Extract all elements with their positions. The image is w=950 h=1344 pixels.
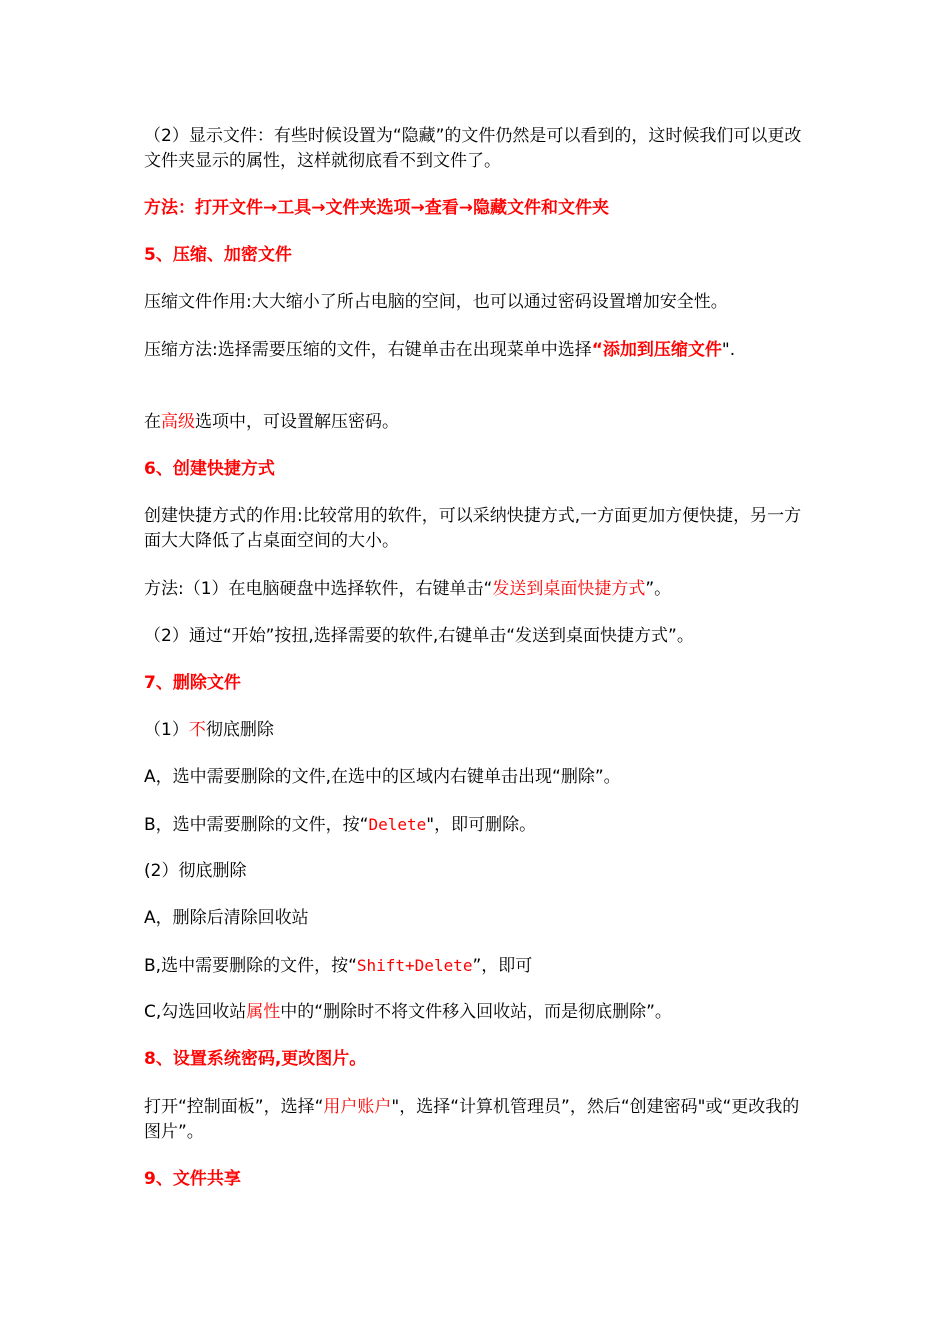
heading-text: 7、删除文件 [144, 673, 241, 693]
paragraph-shortcut-purpose [144, 504, 810, 554]
paragraph-text: ". [721, 340, 736, 360]
paragraph-text: （2）显示文件：有些时候设置为“隐藏”的文件仍然是可以看到的，这时候我们可以更改文件夹显示的属性，这样就彻底看不到文件了。 [144, 126, 802, 171]
highlight-text: “添加到压缩文件 [591, 340, 722, 360]
heading-delete-files [144, 671, 810, 696]
paragraph-text: （2）通过“开始”按扭,选择需要的软件,右键单击“发送到桌面快捷方式”。 [144, 626, 694, 646]
heading-compress-encrypt [144, 243, 810, 268]
highlight-text: Shift+Delete [356, 956, 473, 975]
paragraph-text: ”，即可 [472, 956, 533, 976]
paragraph-text: C,勾选回收站 [144, 1002, 247, 1022]
highlight-text: 属性 [246, 1002, 281, 1022]
highlight-text: 用户账户 [323, 1097, 392, 1117]
heading-text: 5、压缩、加密文件 [144, 245, 292, 265]
highlight-text: 高级 [161, 412, 195, 432]
paragraph-delete-b [144, 812, 810, 838]
heading-text: 6、创建快捷方式 [144, 459, 275, 479]
paragraph-text: 压缩文件作用:大大缩小了所占电脑的空间，也可以通过密码设置增加安全性。 [144, 292, 728, 312]
paragraph-text: 彻底删除 [205, 720, 274, 740]
paragraph-shortcut-method-1 [144, 577, 810, 602]
paragraph-compress-purpose [144, 290, 810, 315]
paragraph-compress-method [144, 338, 810, 363]
paragraph-text: 压缩方法:选择需要压缩的文件，右键单击在出现菜单中选择 [144, 340, 592, 360]
paragraph-text: 打开“控制面板”，选择“ [144, 1097, 324, 1117]
paragraph-delete-a [144, 765, 810, 790]
paragraph-show-files [144, 124, 810, 174]
paragraph-text: 中的“删除时不将文件移入回收站，而是彻底删除”。 [280, 1002, 672, 1022]
paragraph-text: 方法:（1）在电脑硬盘中选择软件，右键单击“ [144, 579, 493, 599]
paragraph-text: A，删除后清除回收站 [144, 908, 309, 928]
paragraph-text: "，即可删除。 [426, 815, 537, 835]
paragraph-text: （1） [144, 720, 189, 740]
paragraph-text: B,选中需要删除的文件，按“ [144, 956, 357, 976]
paragraph-text: (2）彻底删除 [144, 861, 247, 881]
paragraph-text: 在 [144, 412, 161, 432]
heading-file-sharing [144, 1167, 810, 1192]
paragraph-permanent-c [144, 1000, 810, 1025]
paragraph-password-method [144, 1095, 810, 1145]
paragraph-not-permanent-delete [144, 718, 810, 743]
paragraph-text: 选项中，可设置解压密码。 [195, 412, 399, 432]
paragraph-permanent-a [144, 906, 810, 931]
highlight-text: 不 [188, 720, 206, 740]
paragraph-text: 方法：打开文件→工具→文件夹选项→查看→隐藏文件和文件夹 [144, 198, 609, 218]
paragraph-advanced-options [144, 410, 810, 435]
method-hidden-files [144, 196, 810, 221]
heading-text: 9、文件共享 [144, 1169, 241, 1189]
paragraph-text: ”。 [645, 579, 672, 599]
heading-system-password [144, 1047, 810, 1072]
paragraph-permanent-b [144, 953, 810, 979]
highlight-text: Delete [368, 815, 427, 834]
paragraph-text: A，选中需要删除的文件,在选中的区域内右键单击出现“删除”。 [144, 767, 621, 787]
paragraph-text: "，选择“计算机管理员”，然后“创建密码"或“更改我的图片”。 [144, 1097, 800, 1142]
heading-text: 8、设置系统密码,更改图片。 [144, 1049, 367, 1069]
heading-create-shortcut [144, 457, 810, 482]
highlight-text: 发送到桌面快捷方式 [492, 579, 646, 599]
paragraph-shortcut-method-2 [144, 624, 810, 649]
paragraph-text: 创建快捷方式的作用:比较常用的软件，可以采纳快捷方式,一方面更加方便快捷，另一方面大大降低了占桌面空间的大小。 [144, 506, 802, 551]
paragraph-text: B，选中需要删除的文件，按“ [144, 815, 369, 835]
paragraph-permanent-delete [144, 859, 810, 884]
